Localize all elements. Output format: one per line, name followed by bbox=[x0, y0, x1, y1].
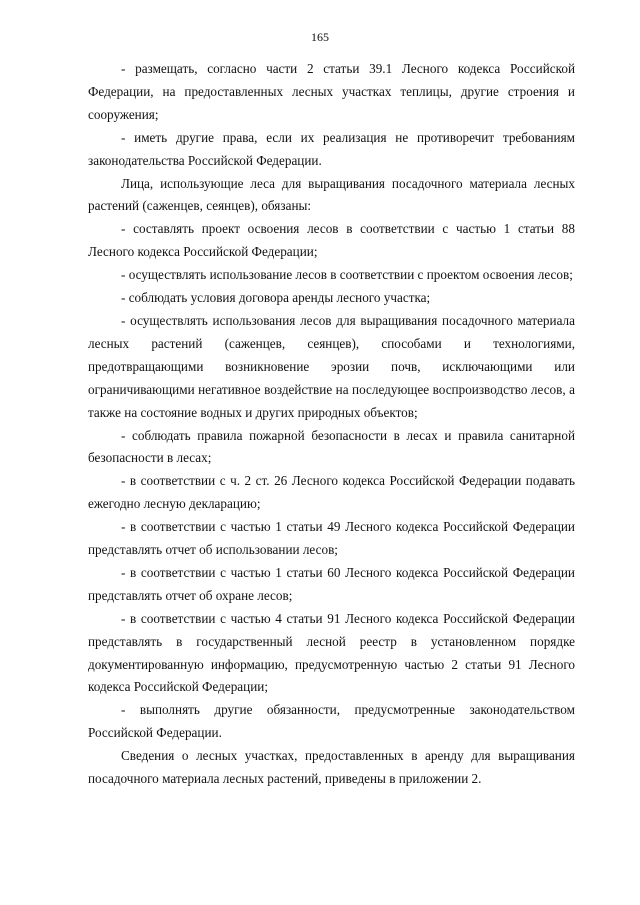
paragraph: - иметь другие права, если их реализация не противоречит требованиям законодательства Российской Федерации. bbox=[88, 129, 575, 168]
paragraph: - соблюдать условия договора аренды лесного участка; bbox=[121, 290, 431, 306]
paragraph: - выполнять другие обязанности, предусмотренные законодательством Российской Федерации. bbox=[88, 702, 575, 741]
paragraph: - размещать, согласно части 2 статьи 39.1 Лесного кодекса Российской Федерации, на предоставленных лесных участках теплицы, другие строения и сооружения; bbox=[88, 61, 575, 122]
paragraph: - осуществлять использование лесов в соответствии с проектом освоения лесов; bbox=[121, 267, 573, 283]
document-body bbox=[88, 58, 575, 791]
paragraph: - в соответствии с частью 1 статьи 49 Лесного кодекса Российской Федерации представлять отчет об использовании лесов; bbox=[88, 519, 575, 558]
paragraph: - соблюдать правила пожарной безопасности в лесах и правила санитарной безопасности в лесах; bbox=[88, 427, 575, 466]
paragraph: - в соответствии с частью 1 статьи 60 Лесного кодекса Российской Федерации представлять отчет об охране лесов; bbox=[88, 564, 575, 603]
paragraph: - в соответствии с частью 4 статьи 91 Лесного кодекса Российской Федерации представлять в государственный лесной реестр в установленном порядке документированную информацию, предусмотренную частью 2 статьи 91 Лесного кодекса Российской Федерации; bbox=[88, 610, 575, 695]
paragraph: Лица, использующие леса для выращивания посадочного материала лесных растений (саженцев, сеянцев), обязаны: bbox=[88, 175, 575, 214]
paragraph: - осуществлять использования лесов для выращивания посадочного материала лесных растений (саженцев, сеянцев), способами и технологиями, предотвращающими возникновение эрозии почв, исключающими или ограничивающими негативное воздействие на последующее воспроизводство лесов, а также на состояние водных и других природных объектов; bbox=[88, 312, 575, 420]
paragraph: - в соответствии с ч. 2 ст. 26 Лесного кодекса Российской Федерации подавать ежегодно лесную декларацию; bbox=[88, 473, 575, 512]
page-number: 165 bbox=[311, 30, 329, 44]
paragraph: Сведения о лесных участках, предоставленных в аренду для выращивания посадочного материала лесных растений, приведены в приложении 2. bbox=[88, 748, 575, 787]
paragraph: - составлять проект освоения лесов в соответствии с частью 1 статьи 88 Лесного кодекса Российской Федерации; bbox=[88, 221, 575, 260]
